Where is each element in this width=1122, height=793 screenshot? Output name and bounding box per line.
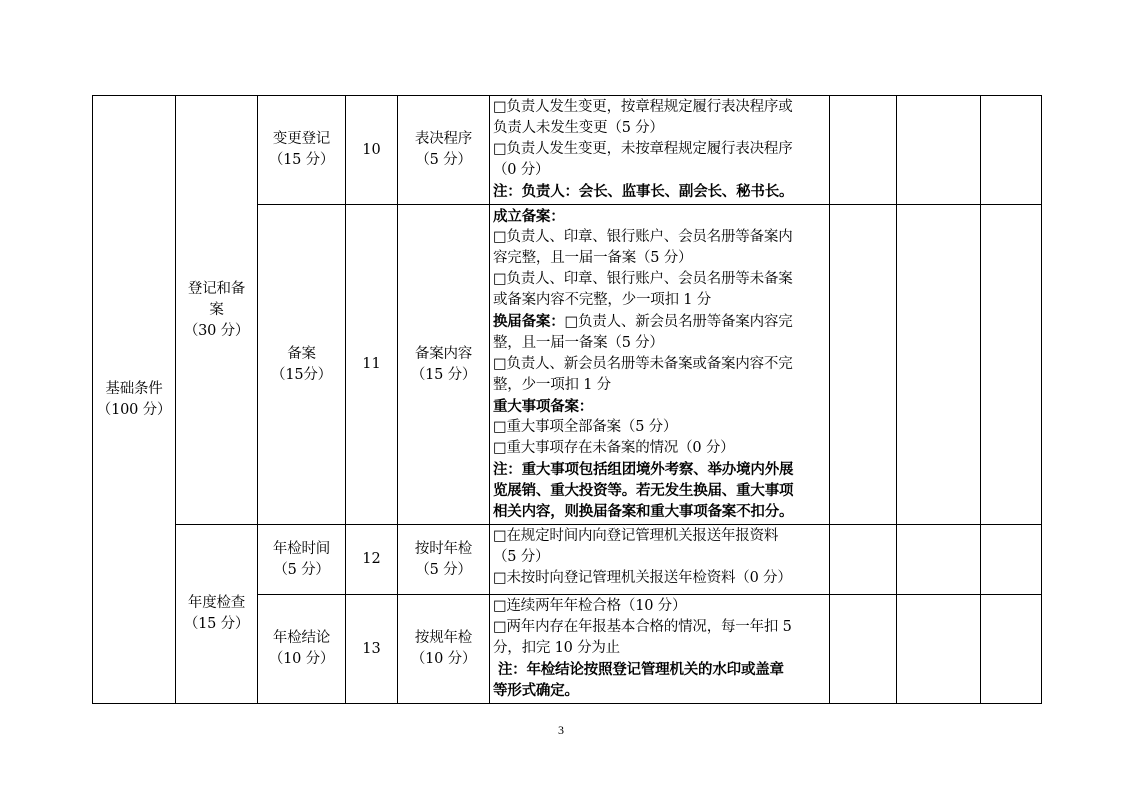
content-line: □未按时向登记管理机关报送年检资料（0 分）: [493, 570, 792, 586]
content-cell: [490, 525, 830, 595]
item-score: （5 分）: [273, 561, 330, 578]
content-cell: [490, 96, 830, 205]
criterion-score: （5 分）: [415, 152, 472, 168]
category-score: （100 分）: [96, 401, 172, 418]
criterion-score: （5 分）: [415, 561, 472, 578]
criterion-title: 按时年检: [414, 540, 473, 557]
item-score: （15 分）: [268, 152, 335, 168]
subcategory-title-cont: 案: [209, 301, 224, 318]
category-title: 基础条件: [105, 380, 163, 397]
item-cell: [258, 205, 346, 525]
content-cell: [490, 205, 830, 525]
content-note: 注：年检结论按照登记管理机关的水印或盖章: [493, 661, 784, 678]
subcategory-score: （15 分）: [183, 616, 250, 632]
criterion-title: 按规年检: [414, 630, 473, 646]
section-title: 换届备案：: [493, 313, 565, 330]
evaluation-table: [92, 95, 1042, 704]
content-line: □负责人、新会员名册等未备案或备案内容不完: [493, 356, 793, 372]
page-number: 3: [558, 723, 564, 737]
item-score: （10 分）: [268, 651, 335, 667]
subcategory-cell: [176, 96, 258, 525]
content-line: □负责人、印章、银行账户、会员名册等备案内: [493, 229, 793, 245]
blank-cell: [897, 595, 981, 704]
item-title: 年检时间: [272, 540, 331, 557]
table-row: [93, 525, 1042, 595]
content-line: □重大事项全部备案（5 分）: [493, 419, 678, 435]
number-cell: 13: [346, 595, 398, 704]
content-line: □负责人、印章、银行账户、会员名册等未备案: [493, 271, 793, 287]
criterion-title: 表决程序: [414, 131, 473, 147]
content-note: 等形式确定。: [493, 682, 579, 699]
content-line: 整，且一届一备案（5 分）: [493, 335, 664, 351]
blank-cell: [830, 525, 897, 595]
subcategory-title: 登记和备: [187, 280, 246, 297]
content-line: □重大事项存在未备案的情况（0 分）: [493, 440, 735, 456]
content-line: （0 分）: [493, 162, 550, 178]
content-note: 注：重大事项包括组团境外考察、举办境内外展: [493, 461, 794, 478]
content-line: （5 分）: [493, 549, 550, 565]
content-note: 览展销、重大投资等。若无发生换届、重大事项: [493, 482, 794, 499]
content-line: □负责人发生变更，按章程规定履行表决程序或: [493, 99, 793, 115]
category-cell: [93, 96, 176, 704]
blank-cell: [830, 96, 897, 205]
content-note: 注：负责人：会长、监事长、副会长、秘书长。: [493, 183, 794, 200]
content-line: □在规定时间内向登记管理机关报送年报资料: [493, 528, 779, 544]
content-line: □两年内存在年报基本合格的情况，每一年扣 5: [493, 619, 792, 635]
item-score: （15分）: [271, 366, 332, 383]
item-cell: [258, 525, 346, 595]
subcategory-score: （30 分）: [183, 322, 250, 339]
criterion-cell: [398, 525, 490, 595]
number-cell: 12: [346, 525, 398, 595]
item-title: 变更登记: [272, 131, 331, 147]
blank-cell: [981, 205, 1042, 525]
number-cell: 10: [346, 96, 398, 205]
subcategory-cell: [176, 525, 258, 704]
content-line: 负责人未发生变更（5 分）: [493, 120, 664, 136]
item-title: 年检结论: [272, 630, 331, 646]
item-cell: [258, 595, 346, 704]
criterion-title: 备案内容: [414, 345, 473, 362]
table-row: [93, 96, 1042, 205]
blank-cell: [897, 205, 981, 525]
criterion-cell: [398, 595, 490, 704]
item-title: 备案: [287, 345, 316, 362]
item-cell: [258, 96, 346, 205]
content-line: 容完整，且一届一备案（5 分）: [493, 250, 693, 266]
criterion-cell: [398, 96, 490, 205]
criterion-cell: [398, 205, 490, 525]
content-line: 分，扣完 10 分为止: [493, 640, 620, 656]
content-text: □负责人、新会员名册等备案内容完: [564, 314, 793, 330]
blank-cell: [981, 525, 1042, 595]
criterion-score: （10 分）: [410, 651, 477, 667]
blank-cell: [897, 525, 981, 595]
content-cell: [490, 595, 830, 704]
section-title: 成立备案：: [493, 208, 565, 225]
subcategory-title: 年度检查: [187, 595, 246, 611]
blank-cell: [981, 96, 1042, 205]
blank-cell: [830, 595, 897, 704]
number-cell: 11: [346, 205, 398, 525]
content-line: 整，少一项扣 1 分: [493, 377, 611, 393]
criterion-score: （15 分）: [410, 366, 477, 383]
content-line: □连续两年年检合格（10 分）: [493, 598, 687, 614]
blank-cell: [830, 205, 897, 525]
section-title: 重大事项备案：: [493, 398, 594, 415]
content-line: [493, 311, 826, 333]
content-note: 相关内容，则换届备案和重大事项备案不扣分。: [493, 503, 794, 520]
blank-cell: [981, 595, 1042, 704]
content-line: □负责人发生变更，未按章程规定履行表决程序: [493, 141, 793, 157]
blank-cell: [897, 96, 981, 205]
content-line: 或备案内容不完整，少一项扣 1 分: [493, 292, 712, 308]
